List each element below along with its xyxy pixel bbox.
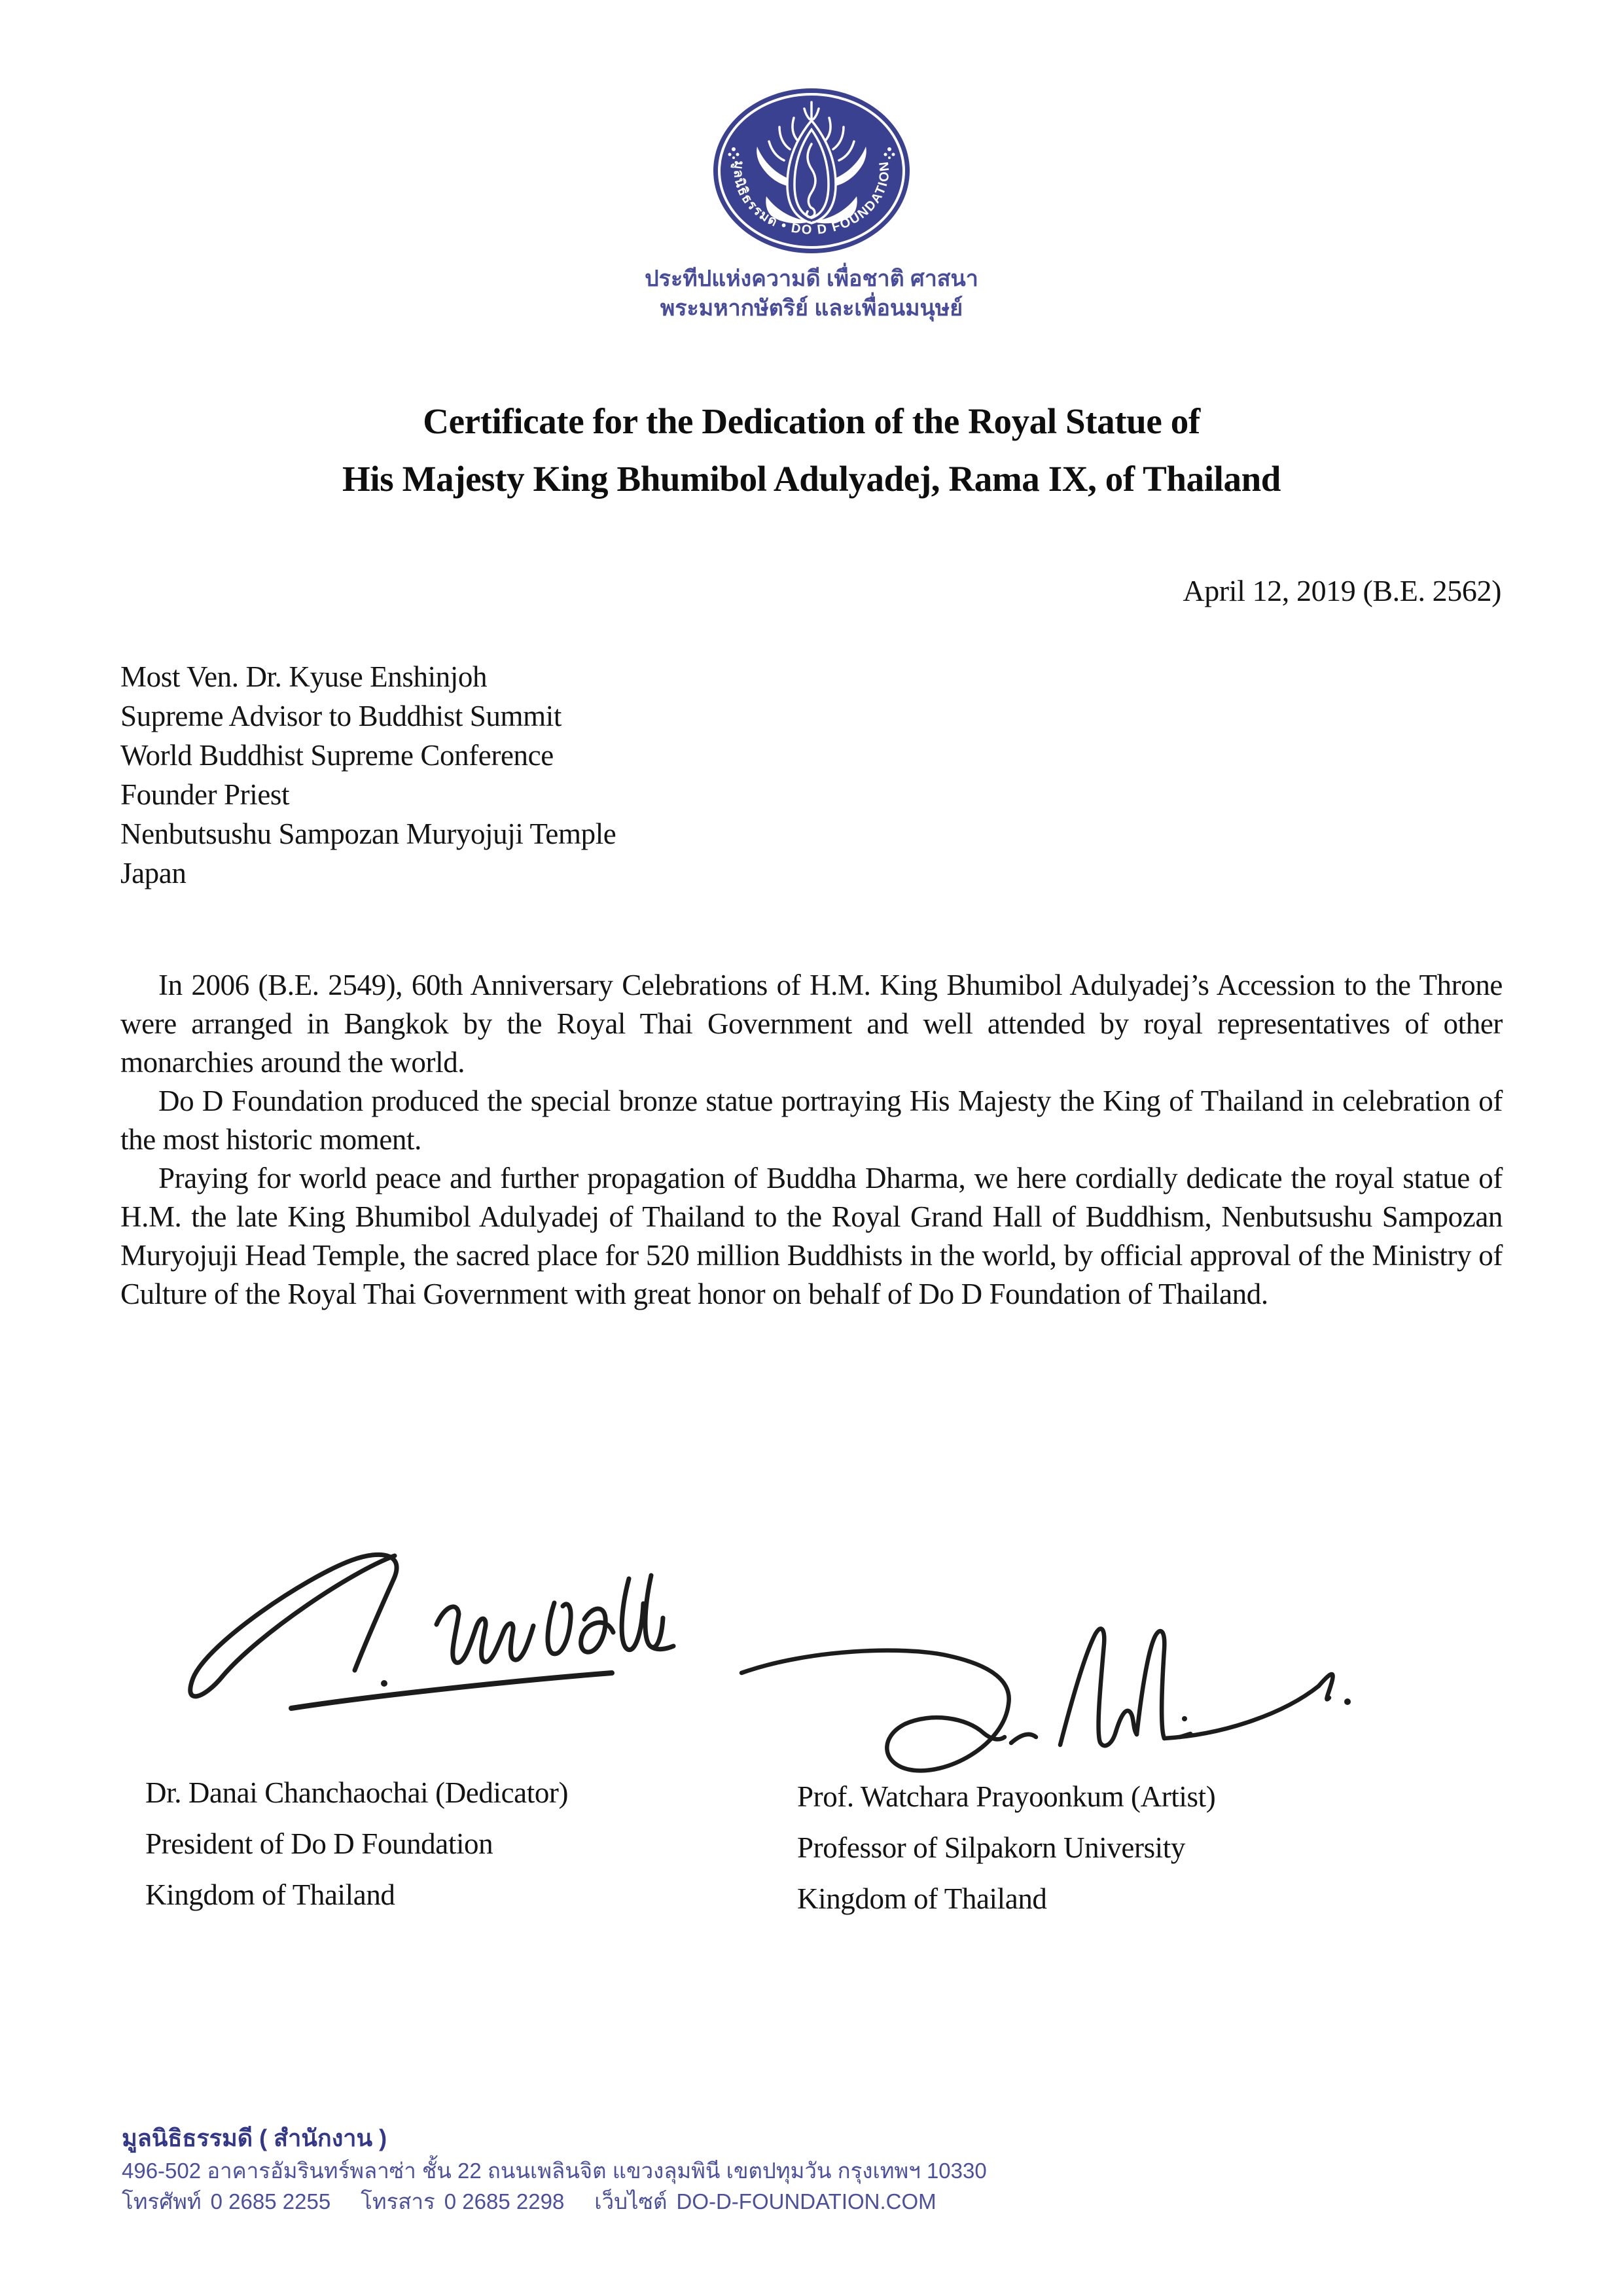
recipient-country: Japan (120, 857, 187, 889)
paragraph-2: Do D Foundation produced the special bronze statue portraying His Majesty the King of Thailand in celebration of the most historic moment. (120, 1085, 1503, 1156)
paragraph-1: In 2006 (B.E. 2549), 60th Anniversary Celebrations of H.M. King Bhumibol Adulyadej’s Accession to the Throne were arranged in Bangkok by the Royal Thai Government and well attended by royal representatives of other monarchies around the world. (120, 969, 1503, 1079)
signer-block-artist (797, 1771, 1215, 1924)
logo-caption-line2: พระมหากษัตริย์ และเพื่อนมนุษย์ (660, 296, 963, 321)
recipient-title-1: Supreme Advisor to Buddhist Summit (120, 700, 562, 732)
footer-web-label: เว็บไซต์ (594, 2189, 668, 2214)
footer-tel-number: 0 2685 2255 (210, 2189, 331, 2214)
letter-body (120, 966, 1503, 1314)
signer-role-dedicator: President of Do D Foundation (145, 1827, 493, 1860)
footer-org-name: มูลนิธิธรรมดี ( สำนักงาน ) (122, 2125, 387, 2151)
paragraph-3: Praying for world peace and further propagation of Buddha Dharma, we here cordially dedicate the royal statue of H.M. the late King Bhumibol Adulyadej of Thailand to the Royal Grand Hall of Buddhism, Nenbutsushu Sampozan Muryojuji Head Temple, the sacred place for 520 million Buddhists in the world, by official approval of the Ministry of Culture of the Royal Thai Government with great honor on behalf of Do D Foundation of Thailand. (120, 1162, 1503, 1310)
certificate-title (0, 393, 1623, 508)
signer-name-artist: Prof. Watchara Prayoonkum (Artist) (797, 1780, 1216, 1813)
recipient-title-3: Founder Priest (120, 778, 290, 811)
signer-country-artist: Kingdom of Thailand (797, 1882, 1047, 1915)
logo-caption (0, 264, 1623, 323)
signature-dedicator (154, 1539, 677, 1716)
footer-contact (122, 2186, 987, 2217)
signer-name-dedicator: Dr. Danai Chanchaochai (Dedicator) (145, 1776, 569, 1809)
footer-fax-label: โทรสาร (361, 2189, 435, 2214)
footer (122, 2123, 987, 2217)
signature-artist (730, 1609, 1358, 1785)
footer-address: 496-502 อาคารอัมรินทร์พลาซ่า ชั้น 22 ถนนเพลินจิต แขวงลุมพินี เขตปทุมวัน กรุงเทพฯ 10330 (122, 2159, 987, 2183)
title-line2: His Majesty King Bhumibol Adulyadej, Rama IX, of Thailand (342, 459, 1281, 499)
footer-tel-label: โทรศัพท์ (122, 2189, 202, 2214)
recipient-title-2: World Buddhist Supreme Conference (120, 739, 554, 772)
recipient-name: Most Ven. Dr. Kyuse Enshinjoh (120, 660, 488, 693)
signer-role-artist: Professor of Silpakorn University (797, 1831, 1185, 1864)
signer-block-dedicator (145, 1767, 568, 1920)
footer-fax-number: 0 2685 2298 (444, 2189, 565, 2214)
date-line: April 12, 2019 (B.E. 2562) (1183, 574, 1501, 607)
footer-website: DO-D-FOUNDATION.COM (676, 2189, 936, 2214)
title-line1: Certificate for the Dedication of the Royal Statue of (423, 401, 1200, 441)
signer-country-dedicator: Kingdom of Thailand (145, 1878, 395, 1911)
logo-caption-line1: ประทีปแห่งความดี เพื่อชาติ ศาสนา (645, 266, 978, 291)
logo-ring-text: มูลนิธิธรรมดี • DO D FOUNDATION (730, 160, 893, 238)
recipient-temple: Nenbutsushu Sampozan Muryojuji Temple (120, 817, 616, 850)
foundation-seal-logo (711, 86, 912, 255)
recipient-block (120, 657, 616, 893)
